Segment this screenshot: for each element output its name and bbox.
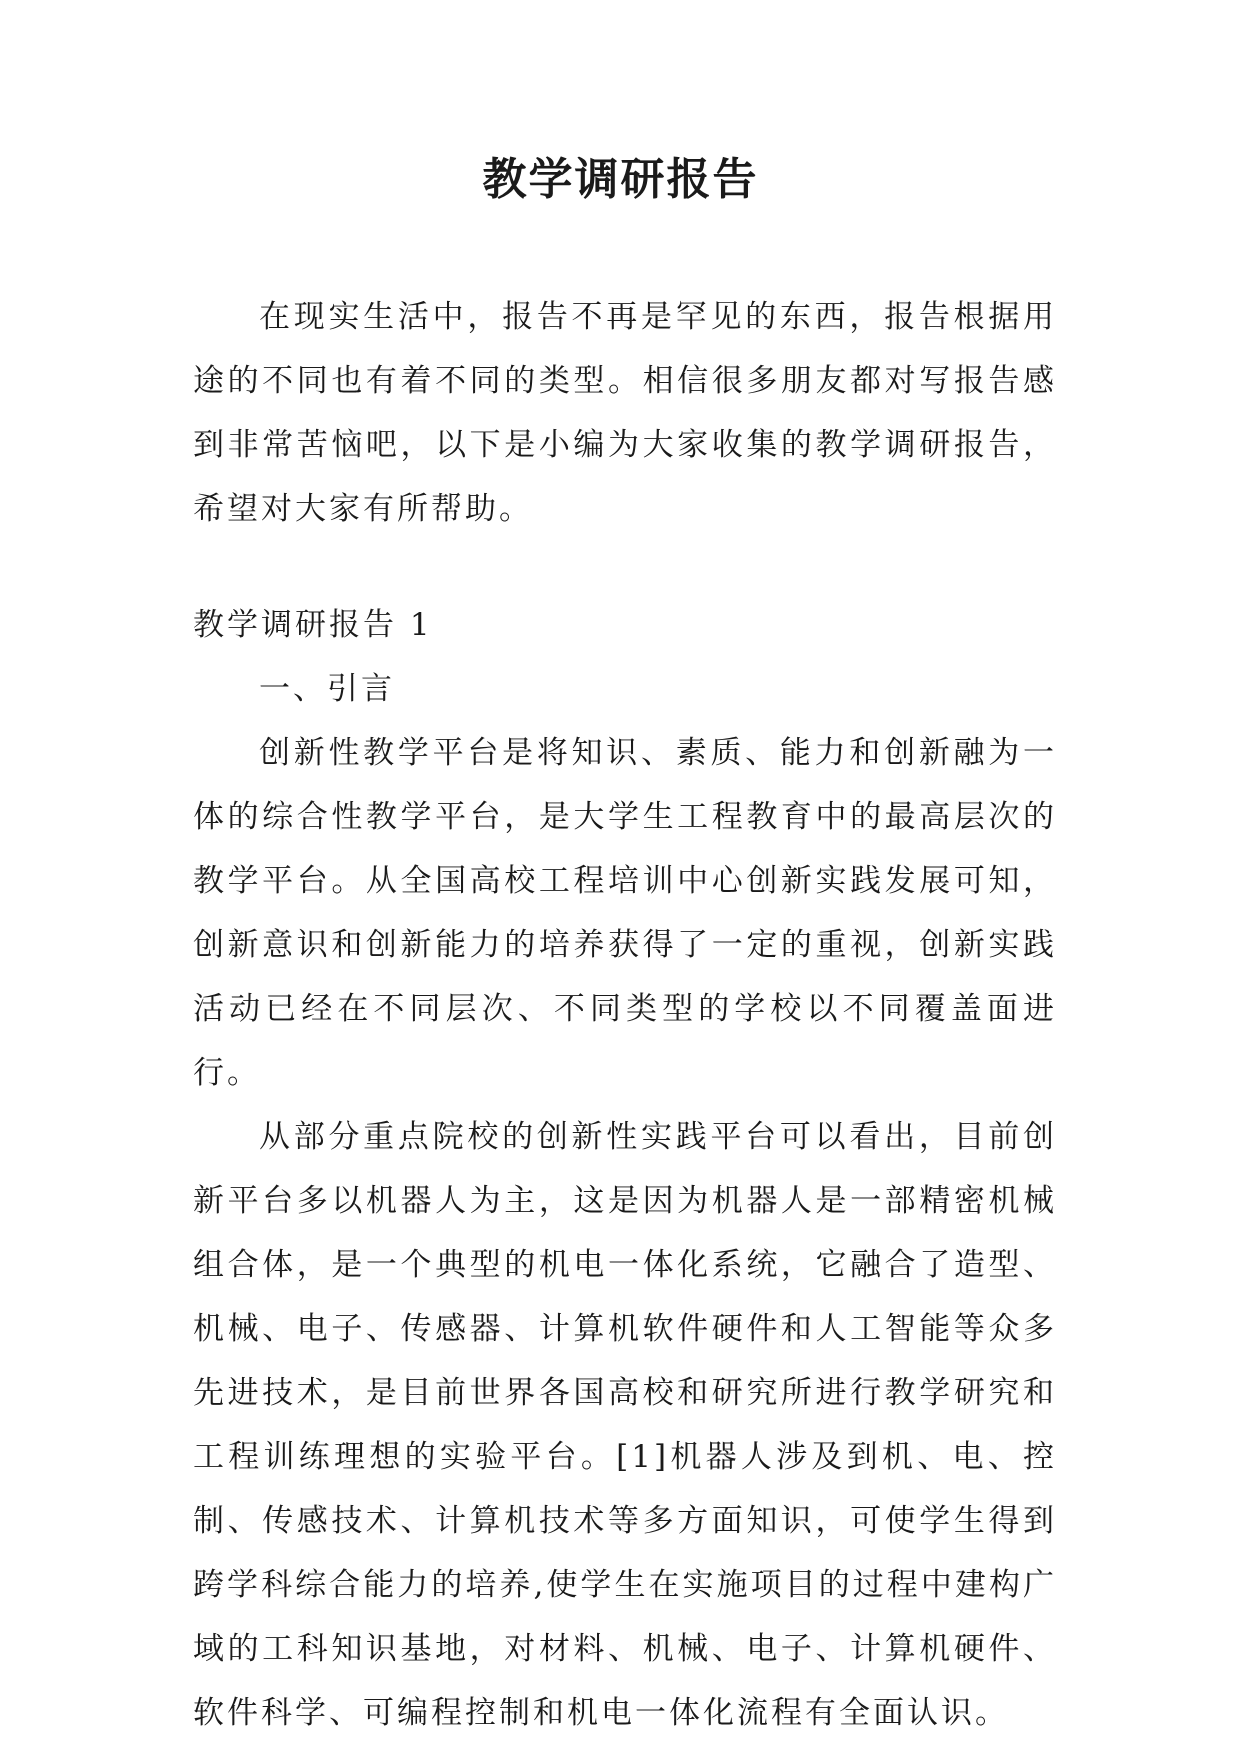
document-body bbox=[193, 285, 1057, 1745]
section-heading: 教学调研报告 1 bbox=[193, 607, 433, 643]
body-paragraph: 创新性教学平台是将知识、素质、能力和创新融为一体的综合性教学平台，是大学生工程教育中的最高层次的教学平台。从全国高校工程培训中心创新实践发展可知，创新意识和创新能力的培养获得了一定的重视，创新实践活动已经在不同层次、不同类型的学校以不同覆盖面进行。 bbox=[193, 735, 1057, 1091]
document-title: 教学调研报告 bbox=[482, 154, 759, 205]
body-paragraph: 从部分重点院校的创新性实践平台可以看出，目前创新平台多以机器人为主，这是因为机器人是一部精密机械组合体，是一个典型的机电一体化系统，它融合了造型、机械、电子、传感器、计算机软件硬件和人工智能等众多先进技术，是目前世界各国高校和研究所进行教学研究和工程训练理想的实验平台。[1]机器人涉及到机、电、控制、传感技术、计算机技术等多方面知识，可使学生得到跨学科综合能力的培养,使学生在实施项目的过程中建构广域的工科知识基地，对材料、机械、电子、计算机硬件、软件科学、可编程控制和机电一体化流程有全面认识。 bbox=[193, 1119, 1057, 1731]
intro-paragraph: 在现实生活中，报告不再是罕见的东西，报告根据用途的不同也有着不同的类型。相信很多朋友都对写报告感到非常苦恼吧，以下是小编为大家收集的教学调研报告，希望对大家有所帮助。 bbox=[193, 299, 1057, 527]
subheading: 一、引言 bbox=[259, 671, 395, 707]
